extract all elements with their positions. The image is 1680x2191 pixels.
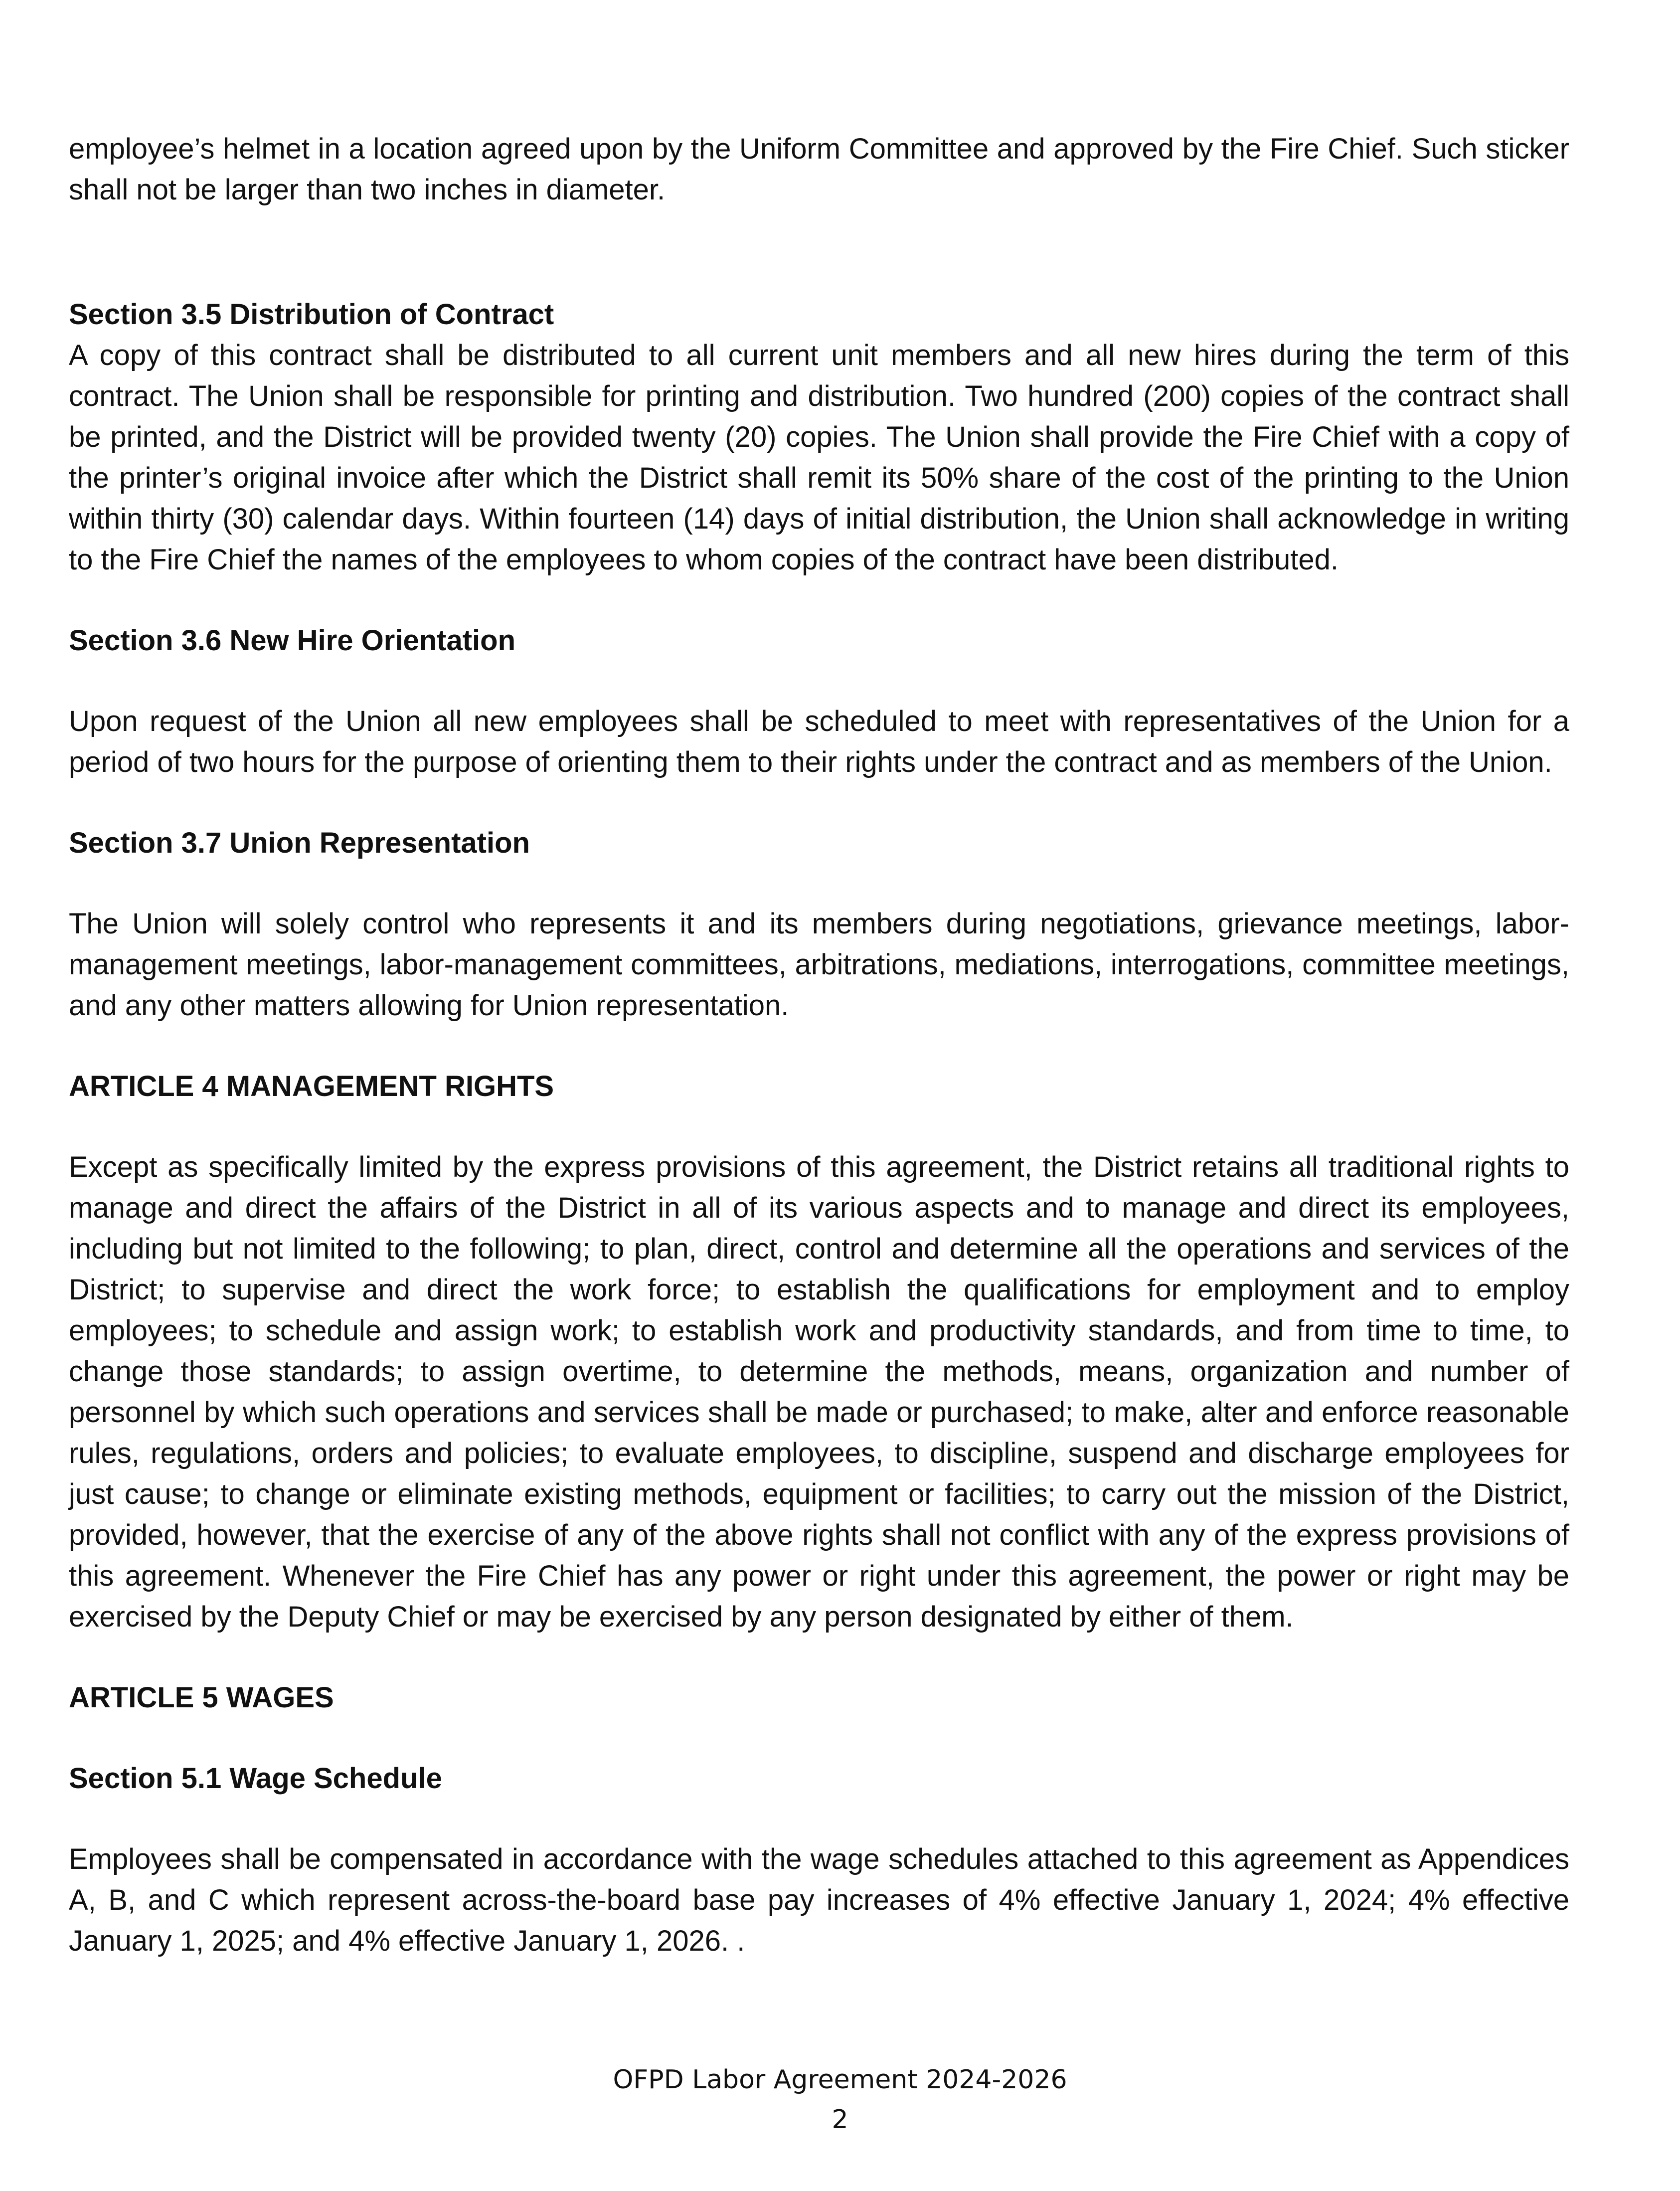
section-3-5-body: A copy of this contract shall be distributed to all current unit members and all new hires during the term of this contract. The Union shall be responsible for printing and distribution. Two hundred (200) copies of the contract shall be printed, and the District will be provided twenty (20) copies. The Union shall provide the Fire Chief with a copy of the printer’s original invoice after which the District shall remit its 50% share of the cost of the printing to the Union within thirty (30) calendar days. Within fourteen (14) days of initial distribution, the Union shall acknowledge in writing to the Fire Chief the names of the employees to whom copies of the contract have been distributed.: [69, 339, 1569, 576]
section-3-6-body: Upon request of the Union all new employees shall be scheduled to meet with representatives of the Union for a period of two hours for the purpose of orienting them to their rights under the contract and as members of the Union.: [69, 705, 1569, 778]
article-5-heading: ARTICLE 5 WAGES: [69, 1681, 334, 1714]
footer-title: OFPD Labor Agreement 2024-2026: [613, 2065, 1067, 2095]
section-5-1-heading: Section 5.1 Wage Schedule: [69, 1762, 442, 1795]
section-5-1-body: Employees shall be compensated in accordance with the wage schedules attached to this agreement as Appendices A, B, and C which represent across-the-board base pay increases of 4% effective January 1, 2024; 4% effective January 1, 2025; and 4% effective January 1, 2026. .: [69, 1843, 1569, 1957]
section-3-7-body: The Union will solely control who represents it and its members during negotiations, grievance meetings, labor-management meetings, labor-management committees, arbitrations, mediations, interrogations, committee meetings, and any other matters allowing for Union representation.: [69, 908, 1569, 1022]
section-3-7-heading: Section 3.7 Union Representation: [69, 827, 530, 859]
section-3-5-heading: Section 3.5 Distribution of Contract: [69, 298, 554, 331]
article-4-heading: ARTICLE 4 MANAGEMENT RIGHTS: [69, 1070, 554, 1102]
document-body: [69, 129, 1569, 1962]
article-4-body: Except as specifically limited by the express provisions of this agreement, the District retains all traditional rights to manage and direct the affairs of the District in all of its various aspects and to manage and direct its employees, including but not limited to the following; to plan, direct, control and determine all the operations and services of the District; to supervise and direct the work force; to establish the qualifications for employment and to employ employees; to schedule and assign work; to establish work and productivity standards, and from time to time, to change those standards; to assign overtime, to determine the methods, means, organization and number of personnel by which such operations and services shall be made or purchased; to make, alter and enforce reasonable rules, regulations, orders and policies; to evaluate employees, to discipline, suspend and discharge employees for just cause; to change or eliminate existing methods, equipment or facilities; to carry out the mission of the District, provided, however, that the exercise of any of the above rights shall not conflict with any of the express provisions of this agreement. Whenever the Fire Chief has any power or right under this agreement, the power or right may be exercised by the Deputy Chief or may be exercised by any person designated by either of them.: [69, 1151, 1569, 1633]
section-3-6-heading: Section 3.6 New Hire Orientation: [69, 624, 515, 657]
intro-paragraph: employee’s helmet in a location agreed upon by the Uniform Committee and approved by the Fire Chief. Such sticker shall not be larger than two inches in diameter.: [69, 133, 1569, 206]
page-number: 2: [832, 2105, 848, 2135]
